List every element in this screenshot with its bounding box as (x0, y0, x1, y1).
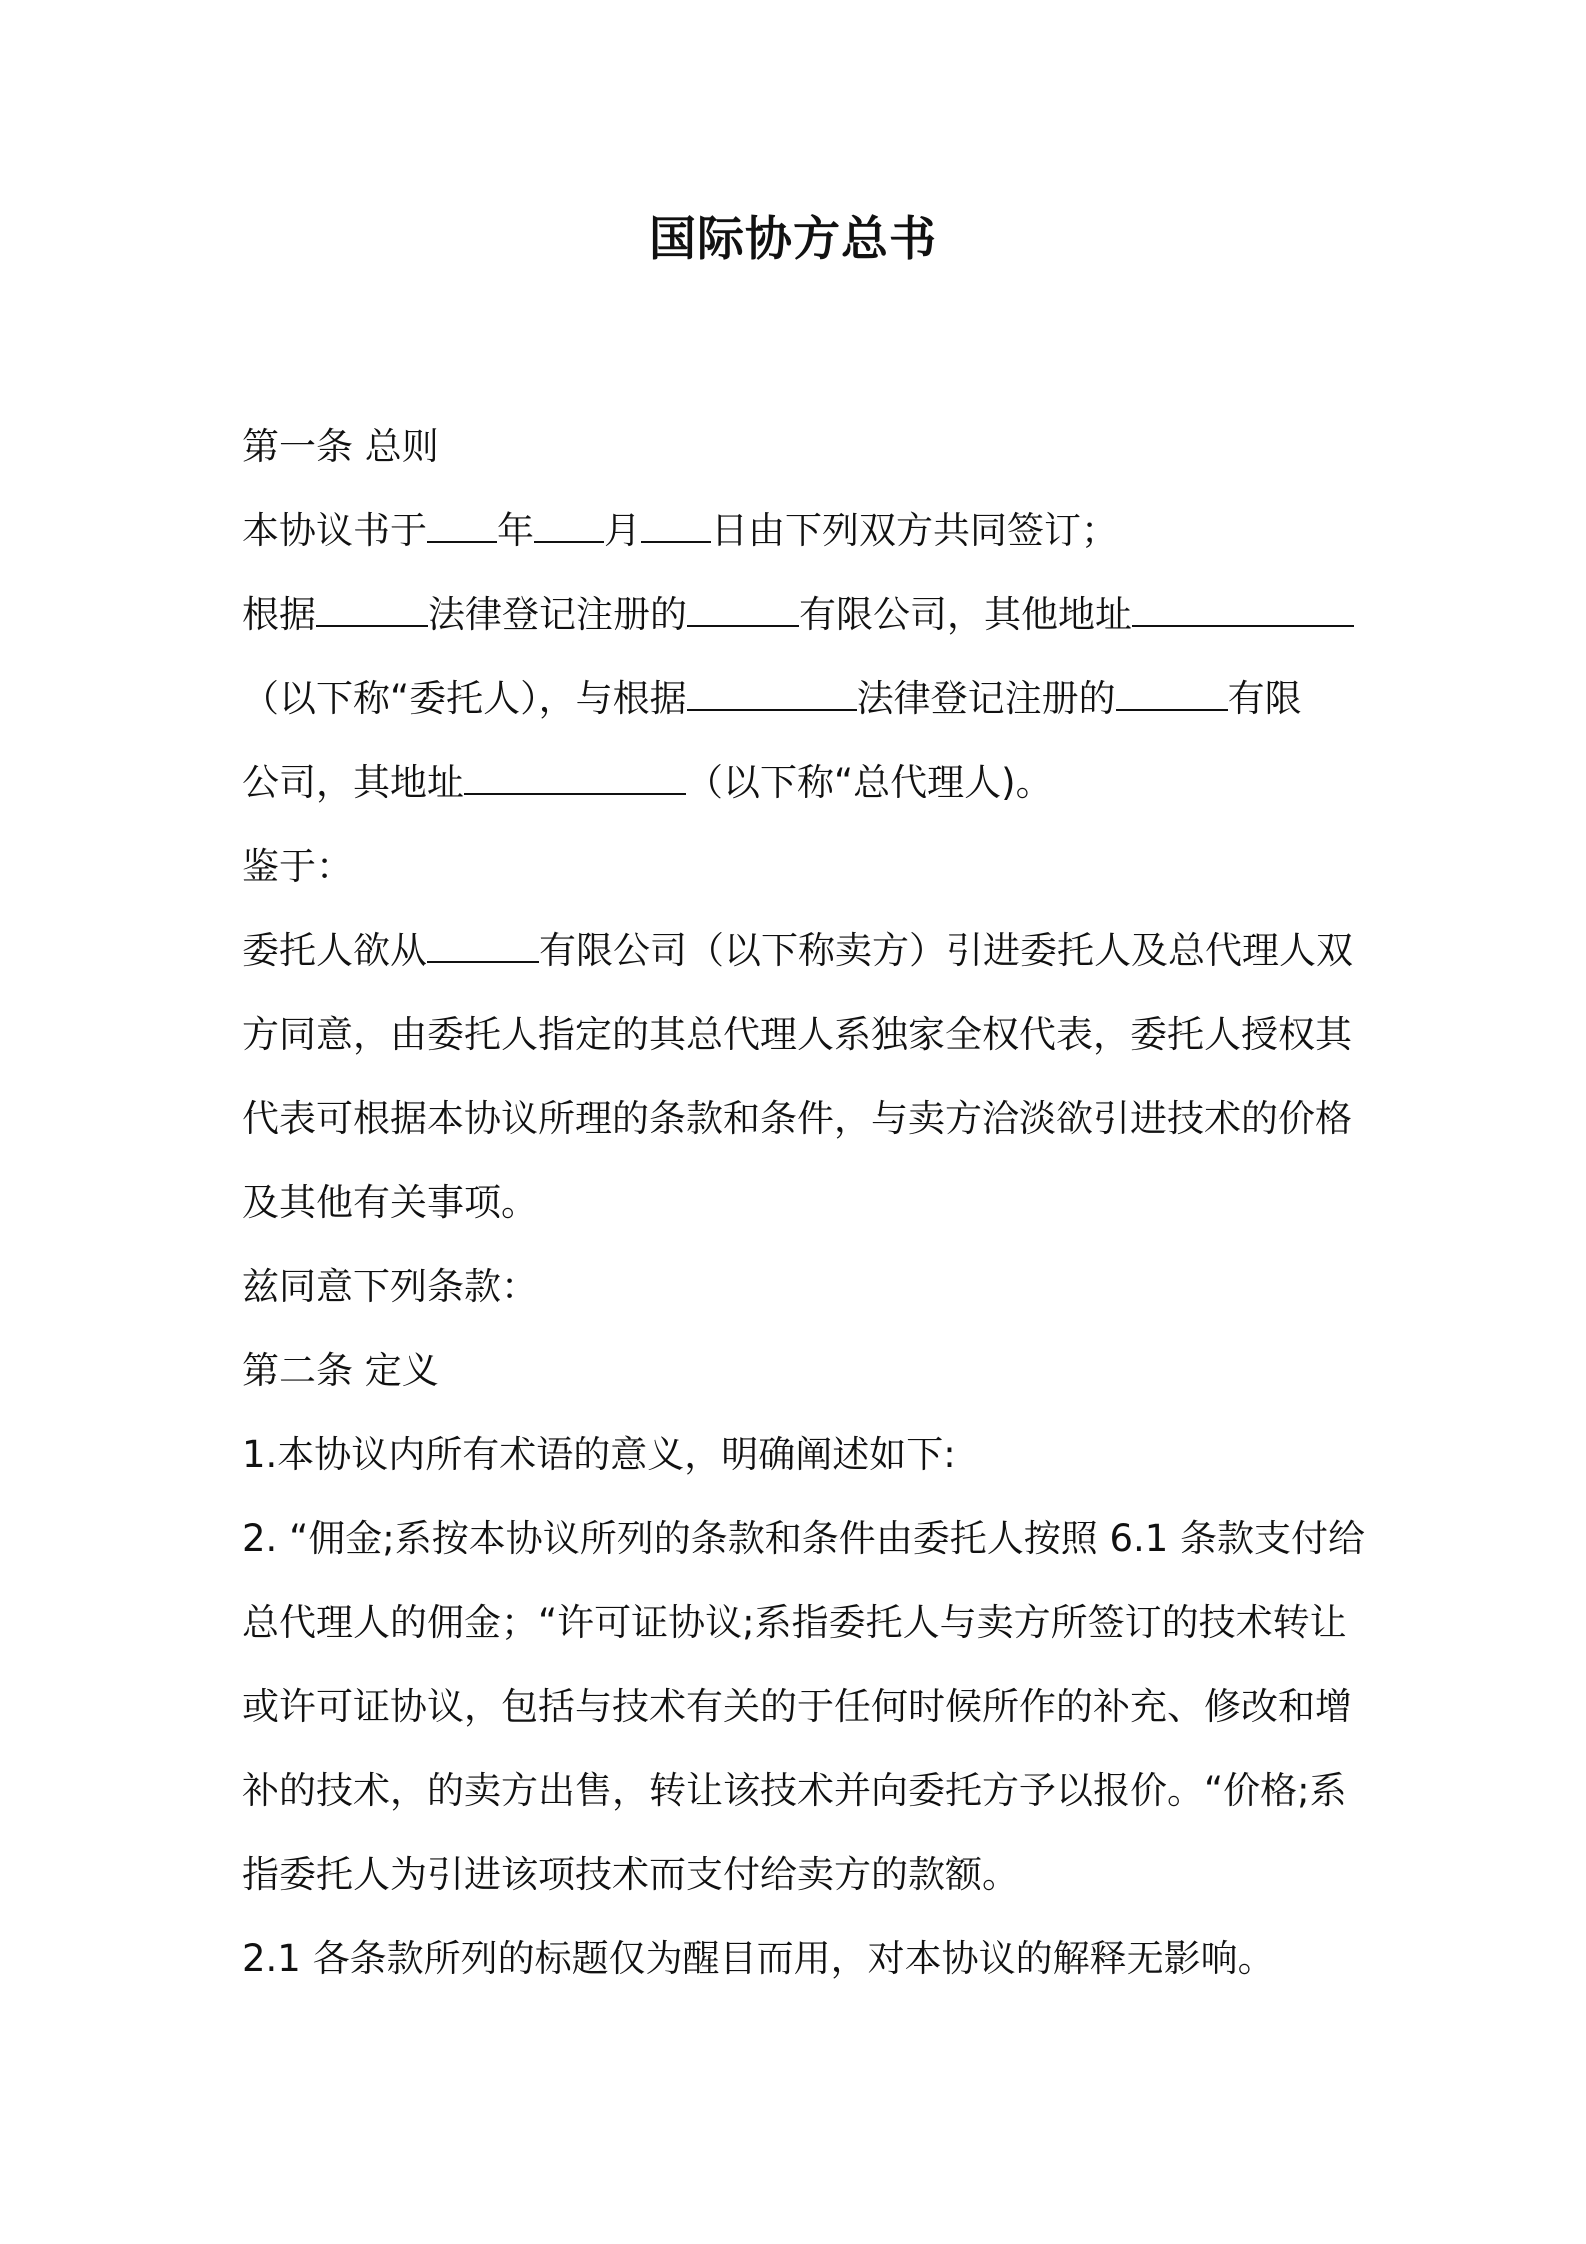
day-blank (641, 511, 711, 543)
company-blank (687, 595, 799, 627)
text-segment: 月 (604, 509, 641, 552)
clause-2-1: 2.1 各条款所列的标题仅为醒目而用，对本协议的解释无影响。 (242, 1937, 1275, 1980)
article-1-heading: 第一条 总则 (242, 425, 439, 468)
whereas-line-3: 代表可根据本协议所理的条款和条件，与卖方洽淡欲引进技术的价格 (242, 1097, 1352, 1140)
whereas-line-4: 及其他有关事项。 (242, 1181, 538, 1224)
text-segment: 日由下列双方共同签订； (711, 509, 1118, 552)
definition-line-3: 总代理人的佣金；“许可证协议;系指委托人与卖方所签订的技术转让 (242, 1601, 1347, 1644)
text-segment: 有限 (1227, 677, 1302, 720)
principal-line (242, 573, 1357, 657)
definition-line-2: 2. “佣金;系按本协议所列的条款和条件由委托人按照 6.1 条款支付给 (242, 1517, 1366, 1560)
text-segment: 有限公司（以下称卖方）引进委托人及总代理人双 (539, 929, 1353, 972)
agent-address-line (242, 741, 1357, 825)
definition-line-4: 或许可证协议，包括与技术有关的于任何时候所作的补充、修改和增 (242, 1685, 1352, 1728)
text-segment: 委托人欲从 (242, 929, 427, 972)
text-segment: 有限公司，其他地址 (799, 593, 1132, 636)
definition-line-6: 指委托人为引进该项技术而支付给卖方的款额。 (242, 1853, 1019, 1896)
whereas-line-2: 方同意，由委托人指定的其总代理人系独家全权代表，委托人授权其 (242, 1013, 1352, 1056)
company-blank (1116, 679, 1228, 711)
article-2-heading: 第二条 定义 (242, 1349, 439, 1392)
text-segment: 公司，其地址 (242, 761, 464, 804)
agent-line (242, 657, 1357, 741)
address-blank (464, 763, 686, 795)
definition-line-1: 1.本协议内所有术语的意义，明确阐述如下: (242, 1433, 956, 1476)
whereas-heading: 鉴于： (242, 845, 353, 888)
text-segment: 年 (497, 509, 534, 552)
text-segment: 法律登记注册的 (428, 593, 687, 636)
definition-line-5: 补的技术，的卖方出售，转让该技术并向委托方予以报价。“价格;系 (242, 1769, 1347, 1812)
text-segment: 本协议书于 (242, 509, 427, 552)
law-blank (316, 595, 428, 627)
text-segment: 法律登记注册的 (856, 677, 1116, 720)
address-blank (1132, 595, 1354, 627)
whereas-line-1 (242, 909, 1357, 993)
document-body (242, 405, 1366, 2001)
text-segment: （以下称“委托人），与根据 (242, 677, 687, 720)
text-segment: 根据 (242, 593, 316, 636)
year-blank (427, 511, 497, 543)
agreement-line: 兹同意下列条款： (242, 1265, 538, 1308)
document-title: 国际协方总书 (649, 212, 937, 267)
text-segment: （以下称“总代理人)。 (686, 761, 1053, 804)
signing-date-line (242, 489, 1357, 573)
law-blank (687, 679, 857, 711)
month-blank (534, 511, 604, 543)
seller-blank (427, 931, 539, 963)
